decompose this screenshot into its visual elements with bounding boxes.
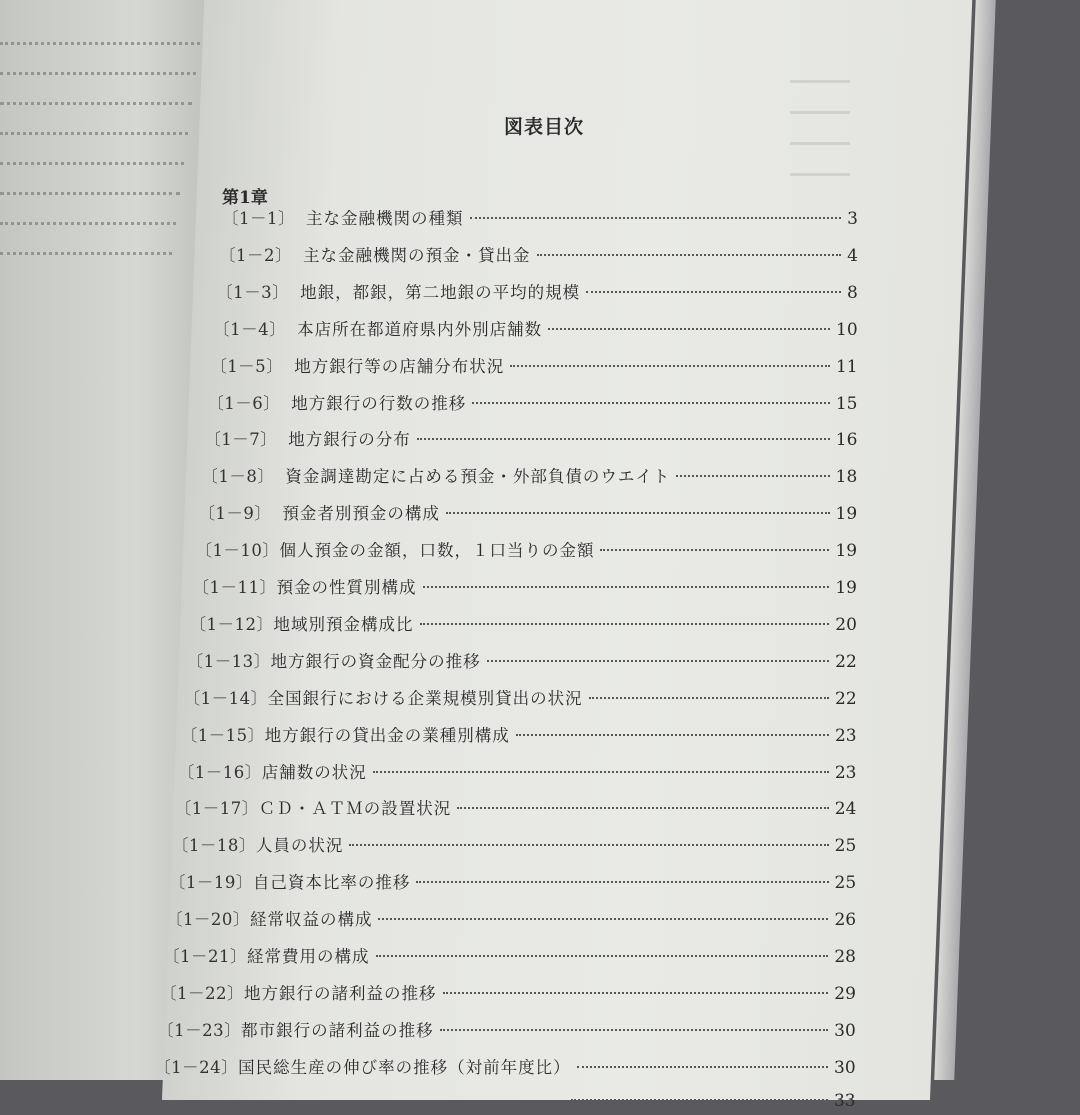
page-number: 26 (834, 910, 857, 931)
toc-entry (184, 685, 857, 709)
page-number: 19 (835, 578, 857, 598)
page-number: 18 (835, 467, 858, 488)
dot-leader (440, 1029, 829, 1031)
dot-leader (472, 402, 830, 404)
dot-leader (487, 660, 830, 662)
figure-title: 地方銀行の諸利益の推移 (244, 983, 437, 1003)
toc-entry (210, 353, 857, 377)
dot-leader (589, 697, 829, 699)
figure-title: 自己資本比率の推移 (252, 873, 411, 893)
toc-entry (151, 1091, 855, 1115)
figure-number: 〔1－12〕 (189, 614, 274, 634)
page-number: 23 (834, 762, 857, 783)
figure-number: 〔1－13〕 (186, 651, 271, 671)
dot-leader (420, 623, 830, 625)
figure-number: 〔1－16〕 (177, 762, 262, 782)
page-number: 19 (835, 541, 858, 562)
figure-number: 〔1－19〕 (168, 873, 253, 893)
toc-entry (163, 943, 856, 967)
figure-title: 預金者別預金の構成 (282, 504, 440, 524)
page-number: 25 (834, 836, 857, 857)
dot-leader (457, 807, 828, 809)
figure-number: 〔1－5〕 (210, 356, 284, 376)
toc-entry (193, 574, 858, 598)
dot-leader (586, 291, 841, 293)
dot-leader (423, 586, 830, 588)
figure-title: 本店所在都道府県内外別店舗数 (297, 319, 543, 339)
toc-entry (175, 795, 857, 819)
figure-title: 地方銀行等の店舗分布状況 (294, 356, 505, 376)
dot-leader (600, 549, 829, 551)
page-number: 19 (835, 504, 858, 525)
dot-leader (571, 1099, 828, 1101)
dot-leader (676, 475, 829, 477)
figure-title: 地方銀行の貸出金の業種別構成 (264, 725, 510, 745)
toc-entry (154, 1054, 856, 1078)
dot-leader (548, 328, 830, 330)
dot-leader (446, 512, 830, 514)
page-number: 16 (835, 430, 858, 451)
figure-title: ＣＤ・ＡＴＭの設置状況 (258, 799, 452, 819)
page-number: 3 (847, 209, 858, 229)
figure-number: 〔1－11〕 (192, 578, 277, 597)
page-number: 4 (847, 245, 858, 266)
toc-entry (207, 390, 857, 414)
figure-number: 〔1－9〕 (198, 504, 272, 524)
dot-leader (378, 918, 828, 920)
figure-title: 預金の性質別構成 (276, 578, 417, 597)
figure-title: 店舗数の状況 (261, 762, 367, 782)
figure-number: 〔1－17〕 (174, 799, 259, 819)
toc-entry (219, 242, 858, 266)
figure-number: 〔1－15〕 (180, 725, 265, 745)
figure-number: 〔1－10〕 (195, 541, 280, 561)
toc-entry (187, 648, 857, 672)
toc-entry (222, 205, 858, 229)
figure-number: 〔1－8〕 (201, 467, 275, 487)
figure-number: 〔1－24〕 (154, 1057, 239, 1077)
figure-number: 〔1－20〕 (165, 910, 250, 930)
figure-number: 〔1－3〕 (216, 282, 290, 302)
toc-entry (166, 906, 856, 930)
figure-number: 〔1－23〕 (157, 1020, 242, 1040)
page-number: 28 (834, 947, 856, 967)
page-title: 図表目次 (503, 116, 584, 138)
page-number: 30 (834, 1057, 856, 1078)
dot-leader (373, 771, 829, 773)
figure-title: 都市銀行の諸利益の推移 (241, 1020, 434, 1040)
dot-leader (443, 992, 829, 994)
dot-leader (537, 254, 842, 256)
page-number: 10 (836, 319, 858, 340)
figure-number: 〔1－14〕 (183, 688, 268, 708)
figure-title: 地域別預金構成比 (273, 614, 414, 634)
page-number: 22 (835, 688, 857, 709)
figure-title: 国民総生産の伸び率の推移（対前年度比） (238, 1057, 571, 1077)
figure-title: 経常収益の構成 (249, 910, 373, 930)
toc-entry (198, 500, 857, 524)
page-number: 33 (833, 1090, 856, 1111)
page-number: 11 (835, 356, 858, 377)
figure-title: 地方銀行の分布 (288, 430, 411, 450)
figure-title: 地方銀行の資金配分の推移 (270, 651, 481, 671)
figure-title: 個人預金の金額，口数，１口当りの金額 (279, 541, 595, 561)
toc-entry (213, 316, 858, 340)
toc-entry (216, 279, 858, 303)
figure-number: 〔1－1〕 (222, 209, 295, 228)
figure-number: 〔1－21〕 (163, 947, 247, 966)
figure-number: 〔1－4〕 (213, 319, 287, 339)
page-number: 15 (835, 393, 858, 414)
dot-leader (417, 438, 830, 440)
figure-title: 経常費用の構成 (247, 947, 370, 966)
toc-entry (201, 463, 857, 487)
figure-title: 主な金融機関の種類 (306, 209, 464, 228)
figure-number: 〔1－22〕 (160, 983, 245, 1003)
toc-entry (160, 980, 856, 1004)
dot-leader (349, 844, 828, 846)
figure-title: 全国銀行における企業規模別貸出の状況 (267, 688, 583, 708)
page-number: 20 (835, 614, 857, 635)
dot-leader (416, 881, 828, 883)
toc-entry (181, 722, 857, 746)
figure-number: 〔1－2〕 (219, 245, 293, 265)
page-number: 29 (834, 983, 856, 1004)
toc-entry (190, 611, 857, 635)
dot-leader (510, 365, 830, 367)
figure-title: 人員の状況 (255, 836, 344, 856)
toc-entry (195, 537, 857, 561)
toc-entry (157, 1017, 856, 1041)
page-number: 22 (835, 651, 857, 672)
figure-title: 地方銀行の行数の推移 (291, 393, 467, 413)
chapter-heading: 第1章 (222, 188, 268, 208)
dot-leader (376, 955, 829, 957)
figure-title: 資金調達勘定に占める預金・外部負債のウエイト (285, 467, 671, 487)
dot-leader (516, 734, 829, 736)
page-number: 25 (834, 873, 857, 894)
dot-leader (577, 1066, 828, 1068)
page-number: 23 (834, 725, 857, 746)
dot-leader (470, 217, 842, 219)
toc-entry (178, 759, 857, 783)
toc-entry (169, 869, 856, 893)
figure-number: 〔1－7〕 (204, 430, 278, 450)
page-number: 30 (834, 1020, 856, 1041)
figure-number: 〔1－6〕 (207, 393, 281, 413)
figure-title: 地銀，都銀，第二地銀の平均的規模 (300, 282, 581, 302)
page-number: 24 (834, 799, 857, 820)
page-number: 8 (846, 282, 858, 303)
figure-title: 主な金融機関の預金・貸出金 (303, 245, 531, 265)
figure-number: 〔1－18〕 (171, 836, 256, 856)
toc-entry (172, 832, 856, 856)
toc-entry (204, 426, 857, 450)
